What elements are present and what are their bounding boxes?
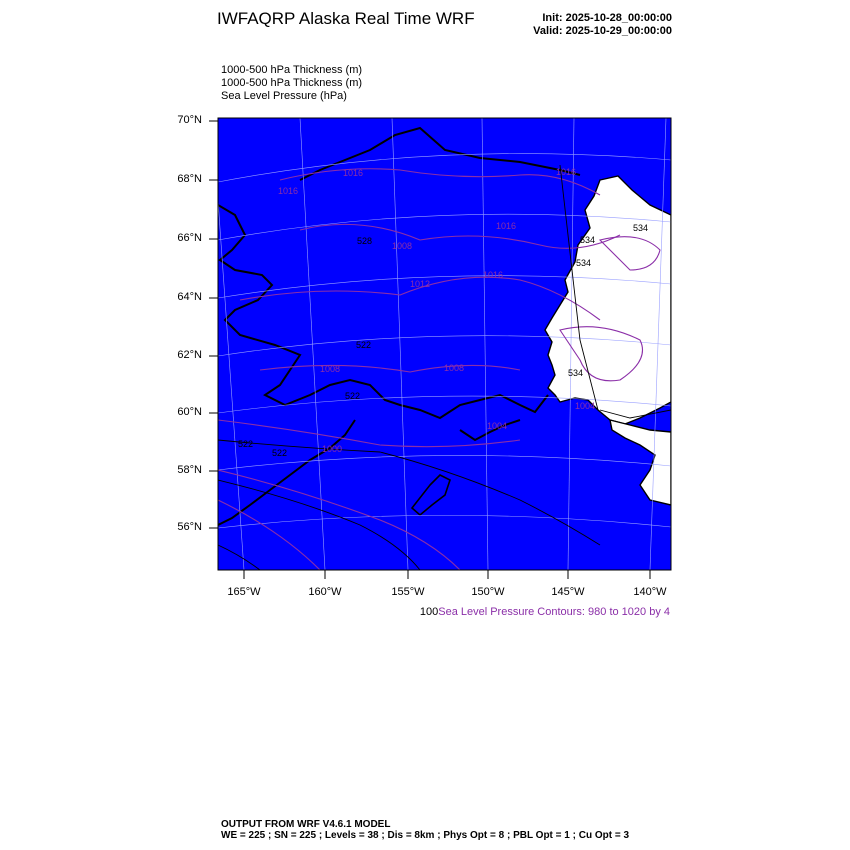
field-label-slp: Sea Level Pressure (hPa) (221, 90, 347, 102)
slp-label: 1016 (496, 221, 517, 231)
valid-time: Valid: 2025-10-29_00:00:00 (533, 25, 672, 37)
slp-label: 1016 (343, 168, 364, 178)
lat-label: 58°N (177, 464, 202, 476)
slp-label: 1012 (410, 279, 431, 289)
thickness-label: 534 (633, 223, 649, 233)
lon-label: 140°W (633, 586, 667, 598)
lon-label: 155°W (391, 586, 425, 598)
thickness-label: 522 (272, 448, 288, 458)
lon-label: 150°W (471, 586, 505, 598)
lat-label: 64°N (177, 291, 202, 303)
thickness-label: 534 (576, 258, 592, 268)
thickness-label: 522 (345, 391, 361, 401)
map-title: IWFAQRP Alaska Real Time WRF (217, 9, 475, 28)
slp-label: 1016 (278, 186, 299, 196)
thickness-label: 528 (357, 236, 373, 246)
footer-model: OUTPUT FROM WRF V4.6.1 MODEL (221, 819, 391, 830)
thickness-contour-info: 100 (419, 606, 439, 618)
lon-label: 145°W (551, 586, 585, 598)
slp-label: 1016 (556, 167, 577, 177)
slp-label: 1004 (487, 421, 508, 431)
slp-label: 1008 (444, 363, 465, 373)
thickness-label: 534 (568, 368, 584, 378)
slp-contour-info: Sea Level Pressure Contours: 980 to 1020 by 4 (438, 606, 670, 618)
lon-label: 165°W (227, 586, 261, 598)
slp-label: 1000 (322, 444, 343, 454)
lon-label: 160°W (308, 586, 342, 598)
lat-label: 66°N (177, 232, 202, 244)
thickness-label: 534 (580, 235, 596, 245)
lat-label: 68°N (177, 173, 202, 185)
field-label-thickness-1: 1000-500 hPa Thickness (m) (221, 64, 363, 76)
lat-label: 70°N (177, 114, 202, 126)
thickness-label: 522 (356, 340, 372, 350)
slp-label: 1008 (392, 241, 413, 251)
slp-label: 1016 (483, 270, 504, 280)
field-label-thickness-2: 1000-500 hPa Thickness (m) (221, 77, 363, 89)
lat-label: 62°N (177, 349, 202, 361)
slp-label: 1008 (320, 364, 341, 374)
footer-settings: WE = 225 ; SN = 225 ; Levels = 38 ; Dis = 8km ; Phys Opt = 8 ; PBL Opt = 1 ; Cu Opt = 3 (221, 830, 630, 841)
init-time: Init: 2025-10-28_00:00:00 (542, 12, 672, 24)
lat-label: 60°N (177, 406, 202, 418)
contour-info (380, 606, 670, 618)
lat-label: 56°N (177, 521, 202, 533)
thickness-label: 522 (238, 439, 254, 449)
slp-label: 1004 (575, 401, 596, 411)
